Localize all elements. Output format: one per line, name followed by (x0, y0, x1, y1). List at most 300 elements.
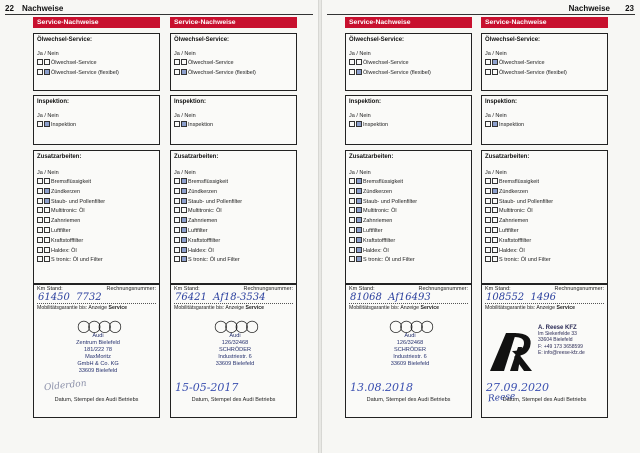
page-number: 23 (625, 4, 634, 13)
checkbox-nein (492, 227, 498, 233)
stamp-line: Zentrum Bielefeld (76, 340, 120, 346)
item-label: Ölwechsel-Service (363, 60, 409, 66)
section-title: Ölwechsel-Service: (174, 37, 230, 43)
checkbox-nein (181, 207, 187, 213)
mobility-guarantee (349, 305, 439, 311)
checkbox-nein (181, 227, 187, 233)
extra-work-section (170, 150, 297, 284)
checklist-item (349, 247, 471, 257)
stamp-line: SCHRÖDER (393, 347, 426, 353)
mobility-service: Service (420, 305, 439, 311)
ja-nein-label: Ja / Nein (349, 113, 371, 119)
item-label: Ölwechsel-Service (499, 60, 545, 66)
service-column (170, 17, 297, 403)
checklist-item (37, 247, 159, 257)
checklist-item (349, 121, 471, 131)
km-handwritten (38, 292, 102, 303)
invoice-value: Af16493 (388, 292, 431, 303)
section-title: Zusatzarbeiten: (485, 154, 530, 160)
checklist-item (485, 178, 607, 188)
item-label: Staub- und Pollenfilter (188, 198, 243, 205)
checkbox-nein (44, 256, 50, 262)
ja-nein-label: Ja / Nein (349, 51, 371, 57)
checkbox-nein (181, 121, 187, 127)
km-stand-label: Km Stand: (485, 286, 511, 292)
checklist-item (174, 217, 296, 227)
column-header: Service-Nachweise (345, 17, 472, 28)
checkbox-nein (356, 198, 362, 204)
item-label: Inspektion (51, 122, 77, 128)
checklist-item (37, 121, 159, 131)
mobility-guarantee (174, 305, 264, 311)
checkbox-nein (356, 207, 362, 213)
checkbox-ja (485, 207, 491, 213)
checkbox-ja (485, 256, 491, 262)
checklist-item (37, 217, 159, 227)
column-header: Service-Nachweise (170, 17, 297, 28)
checkbox-ja (174, 217, 180, 223)
checklist-item (349, 178, 471, 188)
checkbox-ja (485, 237, 491, 243)
checkbox-ja (485, 178, 491, 184)
item-label: Zündkerzen (363, 188, 393, 195)
section-title: Inspektion: (349, 99, 382, 105)
checklist-item (349, 207, 471, 217)
checkbox-nein (44, 69, 50, 75)
stamp-line: 33609 Bielefeld (78, 368, 118, 374)
signature: Reese (487, 391, 516, 405)
checkbox-ja (349, 121, 355, 127)
mobility-guarantee (37, 305, 127, 311)
date-stamp-label: Datum, Stempel des Audi Betriebs (191, 397, 276, 403)
checklist-item (485, 247, 607, 257)
checkbox-nein (181, 198, 187, 204)
km-stamp-section (170, 284, 297, 418)
checklist-item (174, 237, 296, 247)
date-handwritten: 27.09.2020 (486, 381, 549, 394)
section-title: Inspektion: (174, 99, 207, 105)
checkbox-nein (492, 121, 498, 127)
checkbox-ja (485, 198, 491, 204)
checklist-item (485, 217, 607, 227)
invoice-number-label: Rechnungsnummer: (106, 286, 156, 292)
audi-rings-icon: ◯◯◯◯ (389, 319, 431, 333)
item-label: Kraftstofffilter (51, 237, 84, 244)
checklist-item (37, 59, 159, 69)
km-handwritten (175, 292, 265, 303)
checklist-item (349, 237, 471, 247)
invoice-number-label: Rechnungsnummer: (554, 286, 604, 292)
checkbox-nein (44, 247, 50, 253)
checkbox-ja (174, 237, 180, 243)
stamp-line: 33609 Bielefeld (215, 361, 255, 367)
stamp-line: Im Siekerfelde 33 (538, 331, 577, 338)
item-label: Zahnriemen (51, 218, 81, 225)
ja-nein-label: Ja / Nein (174, 170, 196, 176)
ja-nein-label: Ja / Nein (485, 113, 507, 119)
checkbox-ja (485, 188, 491, 194)
invoice-value: Af18-3534 (213, 292, 266, 303)
checkbox-nein (492, 207, 498, 213)
checkbox-ja (174, 69, 180, 75)
service-column (345, 17, 472, 403)
checkbox-ja (37, 188, 43, 194)
section-title: Ölwechsel-Service: (37, 37, 93, 43)
checkbox-nein (356, 69, 362, 75)
checklist-item (485, 121, 607, 131)
stamp-line: Industriestr. 6 (218, 354, 252, 360)
extra-work-section (33, 150, 160, 284)
checkbox-nein (492, 256, 498, 262)
item-label: S tronic: Öl und Filter (188, 257, 240, 264)
item-label: Bremsflüssigkeit (188, 179, 229, 185)
column-header: Service-Nachweise (481, 17, 608, 28)
dealer-stamp (185, 319, 285, 377)
km-value: 61450 (38, 292, 70, 303)
item-label: Staub- und Pollenfilter (363, 198, 418, 205)
item-label: Luftfilter (188, 227, 208, 234)
inspection-section (481, 95, 608, 145)
item-label: Multitronic: Öl (363, 208, 397, 215)
dotted-line (37, 303, 156, 304)
km-stand-label: Km Stand: (349, 286, 375, 292)
ja-nein-label: Ja / Nein (174, 51, 196, 57)
mobility-label: Mobilitätsgarantie bis: Anzeige (174, 305, 245, 311)
item-label: Ölwechsel-Service (flexibel) (51, 69, 119, 76)
section-title: Zusatzarbeiten: (349, 154, 394, 160)
ja-nein-label: Ja / Nein (485, 51, 507, 57)
checklist-item (485, 207, 607, 217)
item-label: Ölwechsel-Service (flexibel) (363, 69, 431, 76)
checkbox-ja (349, 227, 355, 233)
stamp-line: 181/222 78 (84, 347, 112, 353)
checklist-item (349, 69, 471, 79)
item-label: Inspektion (188, 122, 214, 128)
checklist-item (37, 188, 159, 198)
checkbox-nein (356, 256, 362, 262)
km-value: 108552 (486, 292, 525, 303)
stamp-line: 126/32468 (221, 340, 249, 346)
checkbox-nein (181, 59, 187, 65)
section-title: Ölwechsel-Service: (485, 37, 541, 43)
item-label: S tronic: Öl und Filter (363, 257, 415, 264)
item-label: Haldex: Öl (363, 247, 389, 254)
checkbox-ja (37, 59, 43, 65)
checkbox-nein (44, 188, 50, 194)
item-label: Kraftstofffilter (363, 237, 396, 244)
checkbox-ja (349, 178, 355, 184)
checkbox-ja (485, 69, 491, 75)
stamp-line: GmbH & Co. KG (77, 361, 119, 367)
stamp-line: 33604 Bielefeld (538, 337, 573, 344)
stamp-line: MaxMoritz (85, 354, 111, 360)
km-handwritten (350, 292, 431, 303)
mobility-service: Service (108, 305, 127, 311)
checkbox-nein (44, 178, 50, 184)
stamp-line: SCHRÖDER (218, 347, 251, 353)
checklist-item (174, 256, 296, 266)
checkbox-ja (37, 207, 43, 213)
checkbox-nein (181, 237, 187, 243)
km-stand-label: Km Stand: (37, 286, 63, 292)
checkbox-ja (37, 121, 43, 127)
checklist-item (485, 59, 607, 69)
item-label: Multitronic: Öl (188, 208, 222, 215)
checkbox-ja (37, 227, 43, 233)
km-stamp-section (33, 284, 160, 418)
checklist-item (174, 69, 296, 79)
checklist-item (485, 227, 607, 237)
ja-nein-label: Ja / Nein (485, 170, 507, 176)
audi-rings-icon: ◯◯◯◯ (214, 319, 256, 333)
stamp-line: F: +49 173 3658599 (538, 343, 583, 350)
section-title: Zusatzarbeiten: (37, 154, 82, 160)
checklist-item (174, 178, 296, 188)
km-stamp-section (345, 284, 472, 418)
item-label: Luftfilter (51, 227, 71, 234)
checkbox-ja (37, 178, 43, 184)
checklist-item (349, 217, 471, 227)
item-label: Haldex: Öl (499, 247, 525, 254)
page-header: Nachweise (568, 4, 610, 13)
checkbox-nein (44, 217, 50, 223)
checkbox-nein (492, 59, 498, 65)
signature: Olderdon (43, 378, 88, 394)
km-stand-label: Km Stand: (174, 286, 200, 292)
checkbox-nein (492, 69, 498, 75)
checklist-item (485, 256, 607, 266)
extra-work-section (481, 150, 608, 284)
oil-service-section (170, 33, 297, 91)
checklist-item (349, 59, 471, 69)
stamp-line: A. Reese KFZ (538, 325, 577, 331)
item-label: Zündkerzen (499, 188, 529, 195)
audi-rings-icon: ◯◯◯◯ (77, 319, 119, 333)
mobility-label: Mobilitätsgarantie bis: Anzeige (37, 305, 108, 311)
oil-service-section (345, 33, 472, 91)
stamp-line: 126/32468 (396, 340, 424, 346)
checkbox-nein (356, 59, 362, 65)
item-label: Inspektion (363, 122, 389, 128)
checklist-item (37, 198, 159, 208)
stamp-line: E: info@reese-kfz.de (538, 349, 585, 356)
mobility-service: Service (245, 305, 264, 311)
inspection-section (170, 95, 297, 145)
checkbox-ja (349, 59, 355, 65)
date-handwritten: 15-05-2017 (175, 381, 239, 394)
checklist-item (174, 59, 296, 69)
inspection-section (345, 95, 472, 145)
column-header: Service-Nachweise (33, 17, 160, 28)
checkbox-nein (492, 237, 498, 243)
section-title: Inspektion: (485, 99, 518, 105)
checkbox-nein (44, 121, 50, 127)
oil-service-section (481, 33, 608, 91)
item-label: Luftfilter (363, 227, 383, 234)
mobility-service: Service (556, 305, 575, 311)
item-label: Kraftstofffilter (499, 237, 532, 244)
km-value: 81068 (350, 292, 382, 303)
book-gutter (318, 0, 322, 453)
item-label: S tronic: Öl und Filter (499, 257, 551, 264)
checkbox-nein (492, 178, 498, 184)
item-label: Staub- und Pollenfilter (499, 198, 554, 205)
checklist-item (174, 121, 296, 131)
checklist-item (174, 207, 296, 217)
ja-nein-label: Ja / Nein (37, 170, 59, 176)
item-label: Zahnriemen (188, 218, 218, 225)
checklist-item (485, 69, 607, 79)
dealer-stamp (360, 319, 460, 377)
checkbox-ja (37, 198, 43, 204)
checklist-item (37, 69, 159, 79)
checklist-item (37, 227, 159, 237)
checkbox-nein (181, 69, 187, 75)
dotted-line (174, 303, 293, 304)
item-label: Bremsflüssigkeit (363, 179, 404, 185)
section-title: Zusatzarbeiten: (174, 154, 219, 160)
checklist-item (349, 227, 471, 237)
item-label: Staub- und Pollenfilter (51, 198, 106, 205)
date-stamp-label: Datum, Stempel des Audi Betriebs (54, 397, 139, 403)
item-label: Zahnriemen (363, 218, 393, 225)
checkbox-ja (349, 256, 355, 262)
checkbox-ja (349, 188, 355, 194)
page-number: 22 (5, 4, 14, 13)
item-label: Bremsflüssigkeit (499, 179, 540, 185)
checkbox-ja (174, 178, 180, 184)
ja-nein-label: Ja / Nein (37, 113, 59, 119)
checklist-item (349, 198, 471, 208)
checkbox-nein (181, 256, 187, 262)
checklist-item (349, 188, 471, 198)
invoice-value: 7732 (76, 292, 102, 303)
checkbox-ja (349, 198, 355, 204)
section-title: Inspektion: (37, 99, 70, 105)
checkbox-nein (181, 188, 187, 194)
service-column (33, 17, 160, 403)
stamp-line: Industriestr. 6 (393, 354, 427, 360)
item-label: Multitronic: Öl (499, 208, 533, 215)
checkbox-nein (44, 237, 50, 243)
checklist-item (174, 227, 296, 237)
checkbox-nein (492, 217, 498, 223)
item-label: Inspektion (499, 122, 525, 128)
dealer-stamp (48, 319, 148, 377)
mobility-label: Mobilitätsgarantie bis: Anzeige (485, 305, 556, 311)
item-label: Zündkerzen (51, 188, 81, 195)
item-label: Multitronic: Öl (51, 208, 85, 215)
checklist-item (37, 237, 159, 247)
invoice-number-label: Rechnungsnummer: (418, 286, 468, 292)
header-rule (5, 14, 313, 15)
stamp-line: Audi (229, 333, 241, 339)
item-label: Ölwechsel-Service (flexibel) (499, 69, 567, 76)
stamp-line: 33609 Bielefeld (390, 361, 430, 367)
item-label: Zahnriemen (499, 218, 529, 225)
item-label: Haldex: Öl (188, 247, 214, 254)
item-label: Ölwechsel-Service (51, 60, 97, 66)
service-column (481, 17, 608, 405)
checklist-item (174, 247, 296, 257)
page-header: Nachweise (22, 4, 64, 13)
reese-logo-icon (488, 327, 536, 375)
checkbox-ja (174, 247, 180, 253)
dotted-line (485, 303, 604, 304)
checkbox-ja (174, 59, 180, 65)
checkbox-nein (44, 207, 50, 213)
item-label: Ölwechsel-Service (flexibel) (188, 69, 256, 76)
checkbox-ja (349, 207, 355, 213)
checklist-item (37, 207, 159, 217)
checkbox-ja (349, 217, 355, 223)
checklist-item (174, 188, 296, 198)
header-rule (327, 14, 635, 15)
checkbox-ja (174, 227, 180, 233)
checkbox-nein (356, 121, 362, 127)
mobility-guarantee (485, 305, 575, 311)
item-label: Kraftstofffilter (188, 237, 221, 244)
checklist-item (349, 256, 471, 266)
date-stamp-label: Datum, Stempel des Audi Betriebs (366, 397, 451, 403)
km-handwritten (486, 292, 556, 303)
checkbox-ja (485, 217, 491, 223)
stamp-line: Audi (92, 333, 104, 339)
checklist-item (485, 237, 607, 247)
checkbox-ja (485, 59, 491, 65)
checkbox-ja (349, 247, 355, 253)
ja-nein-label: Ja / Nein (37, 51, 59, 57)
item-label: Ölwechsel-Service (188, 60, 234, 66)
invoice-value: 1496 (530, 292, 556, 303)
item-label: Zündkerzen (188, 188, 218, 195)
checkbox-ja (174, 207, 180, 213)
item-label: Luftfilter (499, 227, 519, 234)
checkbox-ja (37, 237, 43, 243)
item-label: Haldex: Öl (51, 247, 77, 254)
checkbox-nein (356, 237, 362, 243)
checkbox-ja (174, 121, 180, 127)
checkbox-nein (44, 198, 50, 204)
inspection-section (33, 95, 160, 145)
checkbox-nein (356, 247, 362, 253)
checkbox-ja (485, 247, 491, 253)
checkbox-nein (44, 59, 50, 65)
checkbox-nein (492, 198, 498, 204)
checklist-item (37, 178, 159, 188)
checkbox-nein (492, 188, 498, 194)
checklist-item (174, 198, 296, 208)
dealer-stamp-text (538, 325, 585, 356)
section-title: Ölwechsel-Service: (349, 37, 405, 43)
checkbox-ja (485, 121, 491, 127)
checkbox-ja (174, 188, 180, 194)
date-stamp-label: Datum, Stempel des Audi Betriebs (502, 397, 587, 403)
invoice-number-label: Rechnungsnummer: (243, 286, 293, 292)
stamp-line: Audi (404, 333, 416, 339)
km-value: 76421 (175, 292, 207, 303)
km-stamp-section (481, 284, 608, 418)
checkbox-nein (356, 227, 362, 233)
checklist-item (485, 188, 607, 198)
mobility-label: Mobilitätsgarantie bis: Anzeige (349, 305, 420, 311)
oil-service-section (33, 33, 160, 91)
checkbox-ja (349, 69, 355, 75)
checkbox-ja (485, 227, 491, 233)
checkbox-ja (37, 256, 43, 262)
item-label: S tronic: Öl und Filter (51, 257, 103, 264)
checkbox-ja (37, 69, 43, 75)
